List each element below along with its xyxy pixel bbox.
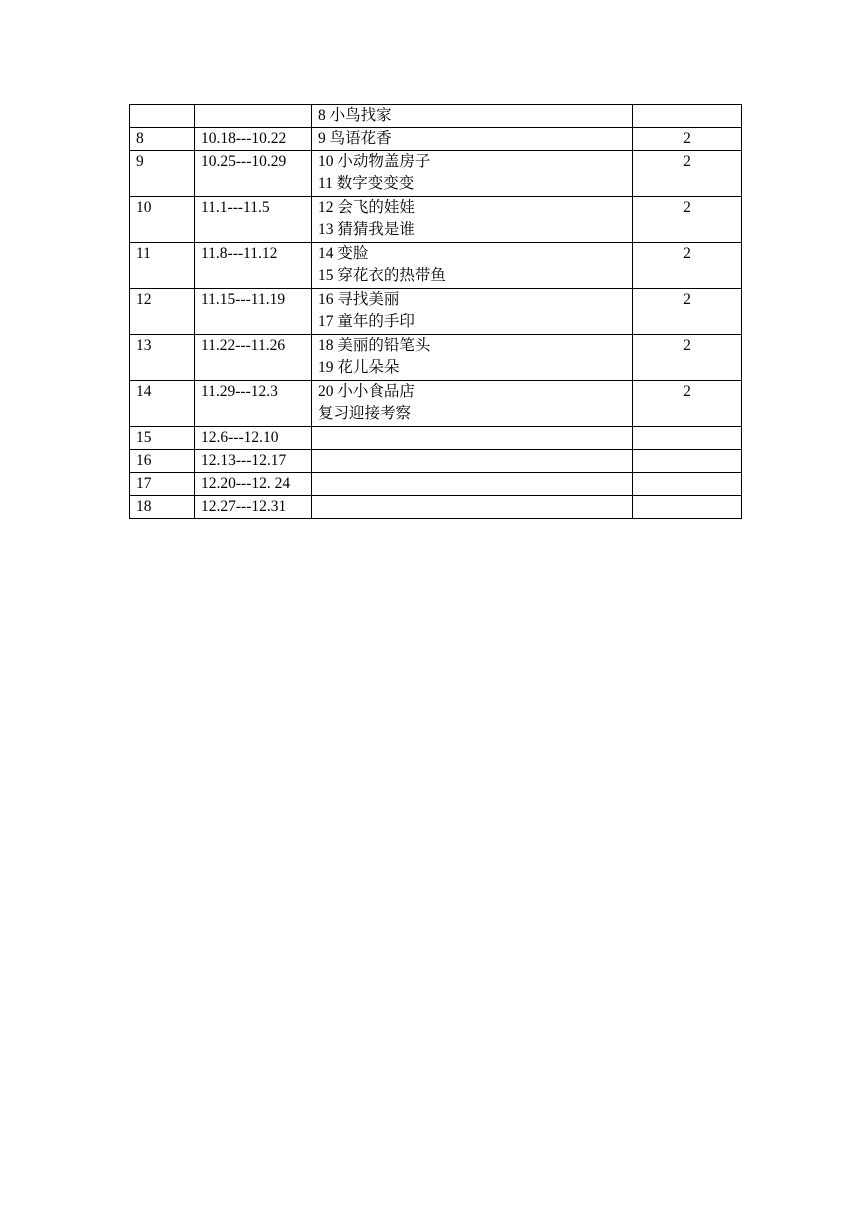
table-row (130, 243, 742, 289)
week-cell: 18 (130, 496, 195, 519)
hours-cell: 2 (633, 335, 742, 381)
week-cell: 14 (130, 381, 195, 427)
table-row (130, 289, 742, 335)
lesson-title: 15 穿花衣的热带鱼 (318, 267, 446, 284)
week-cell: 12 (130, 289, 195, 335)
date-range-cell: 12.20---12. 24 (195, 473, 312, 496)
hours-cell: 2 (633, 151, 742, 197)
hours-cell (633, 473, 742, 496)
lesson-title: 18 美丽的铅笔头 (318, 337, 431, 354)
table-row (130, 335, 742, 381)
lesson-content-cell (312, 243, 633, 289)
date-range-cell: 12.13---12.17 (195, 450, 312, 473)
lesson-title: 9 鸟语花香 (318, 130, 392, 147)
week-cell: 10 (130, 197, 195, 243)
lesson-title: 16 寻找美丽 (318, 291, 400, 308)
lesson-title: 14 变脸 (318, 245, 369, 262)
lesson-title: 13 猜猜我是谁 (318, 221, 415, 238)
week-cell: 9 (130, 151, 195, 197)
lesson-content-cell (312, 335, 633, 381)
lesson-title: 20 小小食品店 (318, 383, 415, 400)
week-cell: 17 (130, 473, 195, 496)
hours-cell (633, 105, 742, 128)
table-row (130, 473, 742, 496)
lesson-title: 复习迎接考察 (318, 405, 412, 422)
lesson-content-cell (312, 381, 633, 427)
table-row (130, 197, 742, 243)
table-row (130, 450, 742, 473)
date-range-cell: 11.1---11.5 (195, 197, 312, 243)
lesson-title: 8 小鸟找家 (318, 107, 392, 124)
week-cell: 8 (130, 128, 195, 151)
date-range-cell: 10.18---10.22 (195, 128, 312, 151)
lesson-content-cell (312, 496, 633, 519)
week-cell: 16 (130, 450, 195, 473)
lesson-content-cell (312, 289, 633, 335)
date-range-cell: 11.29---12.3 (195, 381, 312, 427)
lesson-content-cell (312, 450, 633, 473)
lesson-content-cell (312, 151, 633, 197)
date-range-cell: 10.25---10.29 (195, 151, 312, 197)
schedule-table (129, 104, 742, 519)
date-range-cell: 12.6---12.10 (195, 427, 312, 450)
table-row (130, 427, 742, 450)
lesson-content-cell (312, 427, 633, 450)
hours-cell: 2 (633, 197, 742, 243)
lesson-title: 11 数字变变变 (318, 175, 415, 192)
table-row (130, 128, 742, 151)
hours-cell: 2 (633, 243, 742, 289)
date-range-cell: 11.22---11.26 (195, 335, 312, 381)
week-cell: 13 (130, 335, 195, 381)
hours-cell (633, 496, 742, 519)
lesson-content-cell (312, 197, 633, 243)
hours-cell (633, 450, 742, 473)
lesson-content-cell (312, 473, 633, 496)
lesson-title: 19 花儿朵朵 (318, 359, 400, 376)
date-range-cell: 12.27---12.31 (195, 496, 312, 519)
lesson-title: 12 会飞的娃娃 (318, 199, 415, 216)
hours-cell: 2 (633, 128, 742, 151)
date-range-cell (195, 105, 312, 128)
week-cell: 15 (130, 427, 195, 450)
week-cell (130, 105, 195, 128)
lesson-title: 17 童年的手印 (318, 313, 415, 330)
week-cell: 11 (130, 243, 195, 289)
table-row (130, 105, 742, 128)
lesson-content-cell (312, 105, 633, 128)
hours-cell (633, 427, 742, 450)
hours-cell: 2 (633, 381, 742, 427)
schedule-table-body (130, 105, 742, 519)
lesson-title: 10 小动物盖房子 (318, 153, 431, 170)
table-row (130, 151, 742, 197)
lesson-content-cell (312, 128, 633, 151)
table-row (130, 496, 742, 519)
date-range-cell: 11.8---11.12 (195, 243, 312, 289)
date-range-cell: 11.15---11.19 (195, 289, 312, 335)
hours-cell: 2 (633, 289, 742, 335)
table-row (130, 381, 742, 427)
